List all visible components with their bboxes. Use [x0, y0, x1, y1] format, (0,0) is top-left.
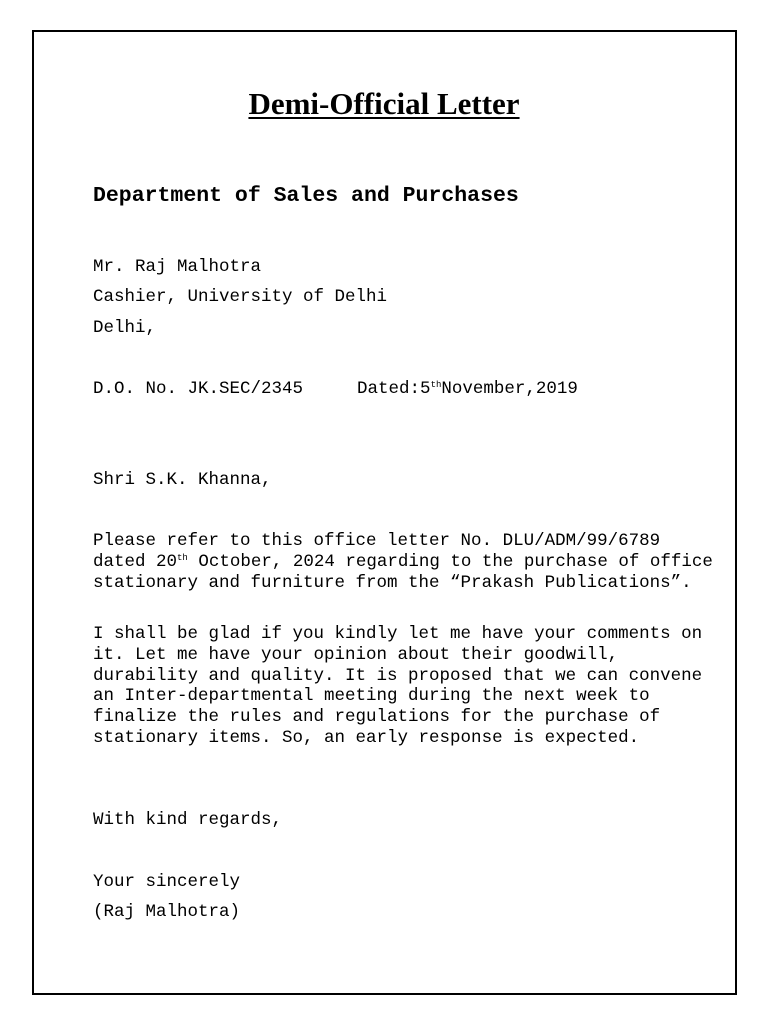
body-paragraph-1 [93, 531, 713, 593]
letter-title: Demi-Official Letter [248, 86, 520, 121]
signature-name: (Raj Malhotra) [93, 902, 241, 922]
department-heading: Department of Sales and Purchases [93, 184, 519, 208]
body-paragraph-1-suffix: th [177, 552, 188, 563]
sender-name: Mr. Raj Malhotra [93, 257, 262, 277]
sign-off: Your sincerely [93, 872, 241, 892]
sender-designation: Cashier, University of Delhi [93, 287, 388, 307]
body-paragraph-1-part2: October, 2024 regarding to the purchase of office stationary and furniture from the “Prakash Publications”. [93, 551, 713, 593]
dated-label: Dated:5 [357, 379, 431, 399]
page-border [32, 30, 737, 995]
closing-regards: With kind regards, [93, 810, 283, 830]
body-paragraph-2: I shall be glad if you kindly let me have your comments on it. Let me have your opinion about their goodwill, durability and quality. It is proposed that we can convene an Inter-departmental meeting during the next week to finalize the rules and regulations for the purchase of stationary items. So, an early response is expected. [93, 624, 703, 748]
do-number: D.O. No. JK.SEC/2345 [93, 379, 304, 399]
body-paragraph-1-part1: Please refer to this office letter No. DLU/ADM/99/6789 dated 20 [93, 531, 661, 572]
dated-suffix: th [430, 380, 442, 390]
sender-place: Delhi, [93, 318, 157, 338]
reference-line [93, 379, 578, 399]
dated-month-year: November,2019 [441, 379, 578, 399]
salutation: Shri S.K. Khanna, [93, 470, 272, 490]
